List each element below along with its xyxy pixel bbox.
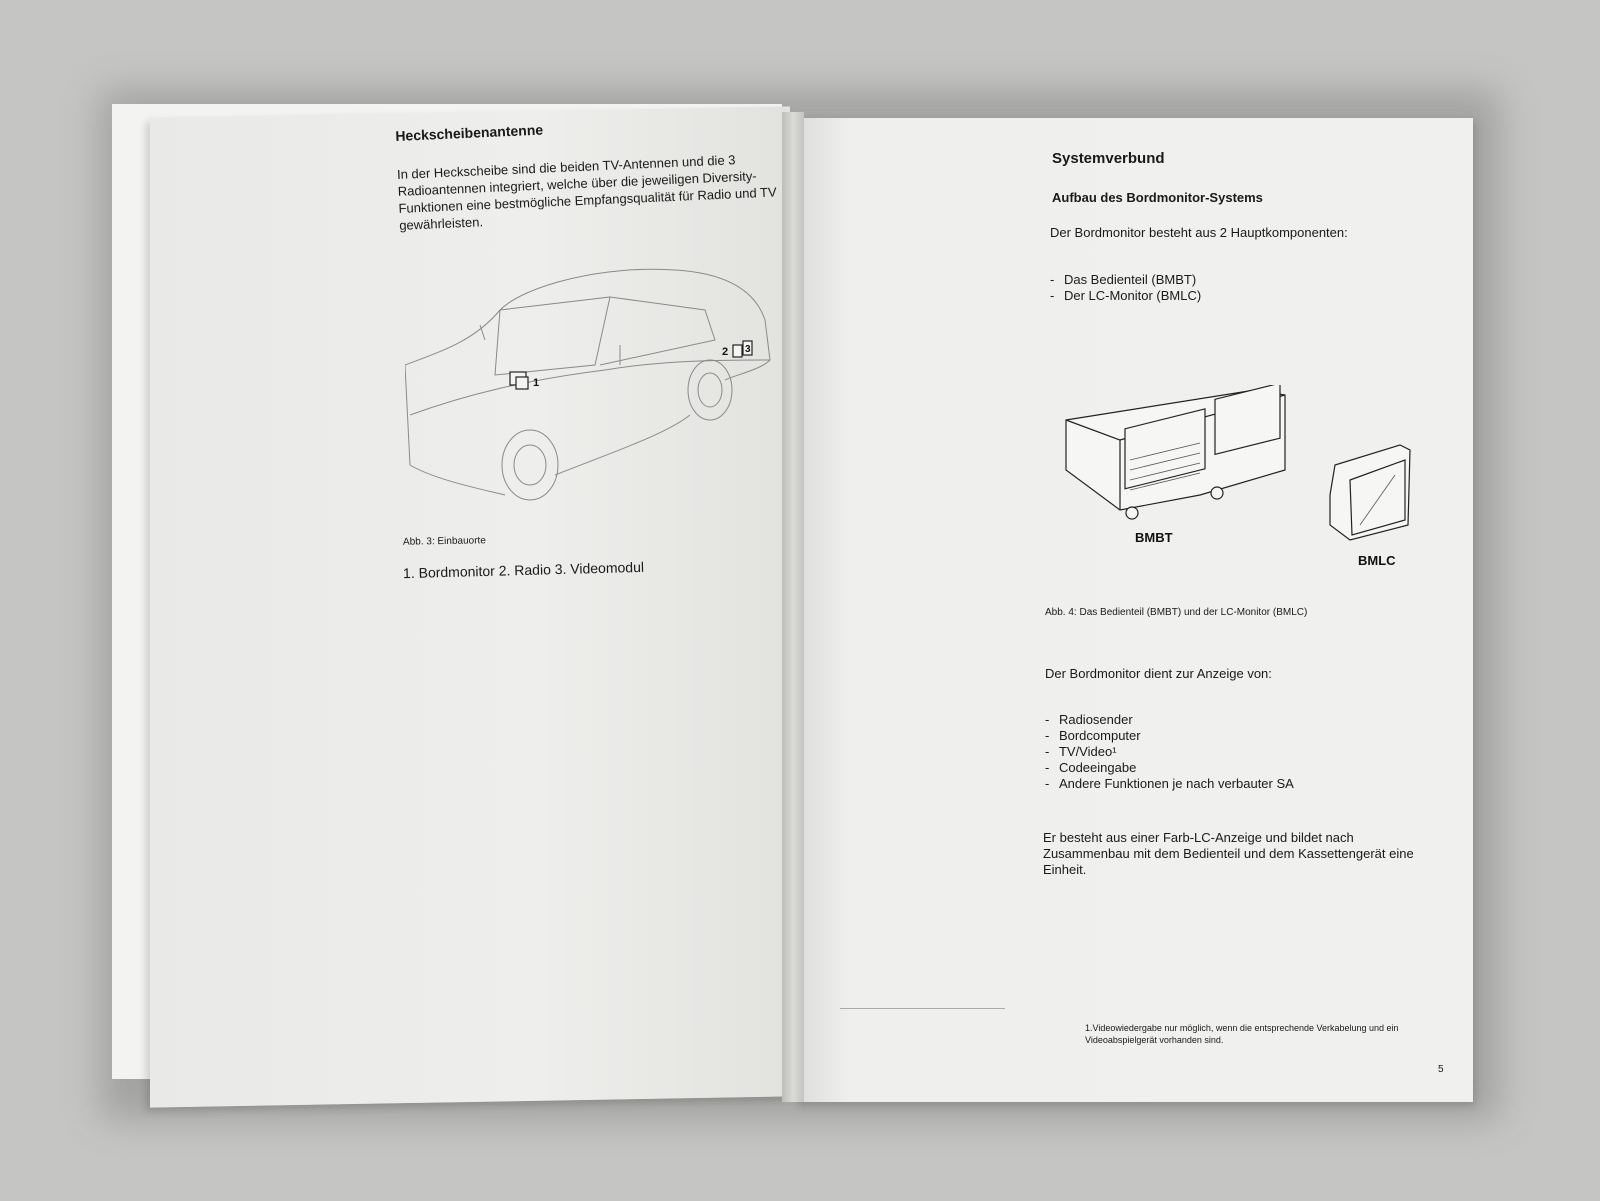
component-item: - Der LC-Monitor (BMLC) <box>1050 288 1201 304</box>
left-caption: Abb. 3: Einbauorte <box>402 535 486 548</box>
display-item: - TV/Video¹ <box>1045 744 1294 760</box>
footnote-rule <box>840 1008 1005 1009</box>
book-gutter <box>782 112 804 1102</box>
display-item: - Andere Funktionen je nach verbauter SA <box>1045 776 1294 792</box>
left-page <box>150 106 790 1107</box>
right-intro: Der Bordmonitor besteht aus 2 Hauptkomponenten: <box>1050 225 1348 240</box>
component-item: - Das Bedienteil (BMBT) <box>1050 272 1201 288</box>
bmlc-label: BMLC <box>1358 553 1396 568</box>
display-item: - Bordcomputer <box>1045 728 1294 744</box>
left-legend: 1. Bordmonitor 2. Radio 3. Videomodul <box>402 558 645 582</box>
right-subtitle: Aufbau des Bordmonitor-Systems <box>1052 190 1263 205</box>
left-page-text <box>395 111 799 234</box>
left-paragraph: In der Heckscheibe sind die beiden TV-Antennen und die 3 Radioantennen integriert, welche über die jeweiligen Diversity-Funktionen eine bestmögliche Empfangsqualität für Radio und TV gewährleisten. <box>396 152 777 233</box>
display-list <box>1045 712 1294 792</box>
figure-label-1: 1 <box>533 377 540 389</box>
left-heading: Heckscheibenantenne <box>395 121 544 144</box>
figure-label-3: 3 <box>745 344 751 355</box>
closing-paragraph: Er besteht aus einer Farb-LC-Anzeige und bildet nach Zusammenbau mit dem Bedienteil und dem Kassettengerät eine Einheit. <box>1043 830 1414 877</box>
display-item: - Radiosender <box>1045 712 1294 728</box>
right-caption: Abb. 4: Das Bedienteil (BMBT) und der LC-Monitor (BMLC) <box>1045 607 1308 618</box>
page-number: 5 <box>1438 1064 1444 1075</box>
footnote: 1.Videowiedergabe nur möglich, wenn die entsprechende Verkabelung und ein Videoabspielgerät vorhanden sind. <box>1085 1023 1399 1045</box>
device-diagram <box>1060 385 1440 585</box>
component-list <box>1050 272 1201 304</box>
figure-label-2: 2 <box>722 346 729 358</box>
display-item: - Codeeingabe <box>1045 760 1294 776</box>
car-installation-diagram <box>405 265 785 515</box>
bmbt-label: BMBT <box>1135 530 1173 545</box>
display-intro: Der Bordmonitor dient zur Anzeige von: <box>1045 666 1272 681</box>
right-title: Systemverbund <box>1052 150 1165 167</box>
